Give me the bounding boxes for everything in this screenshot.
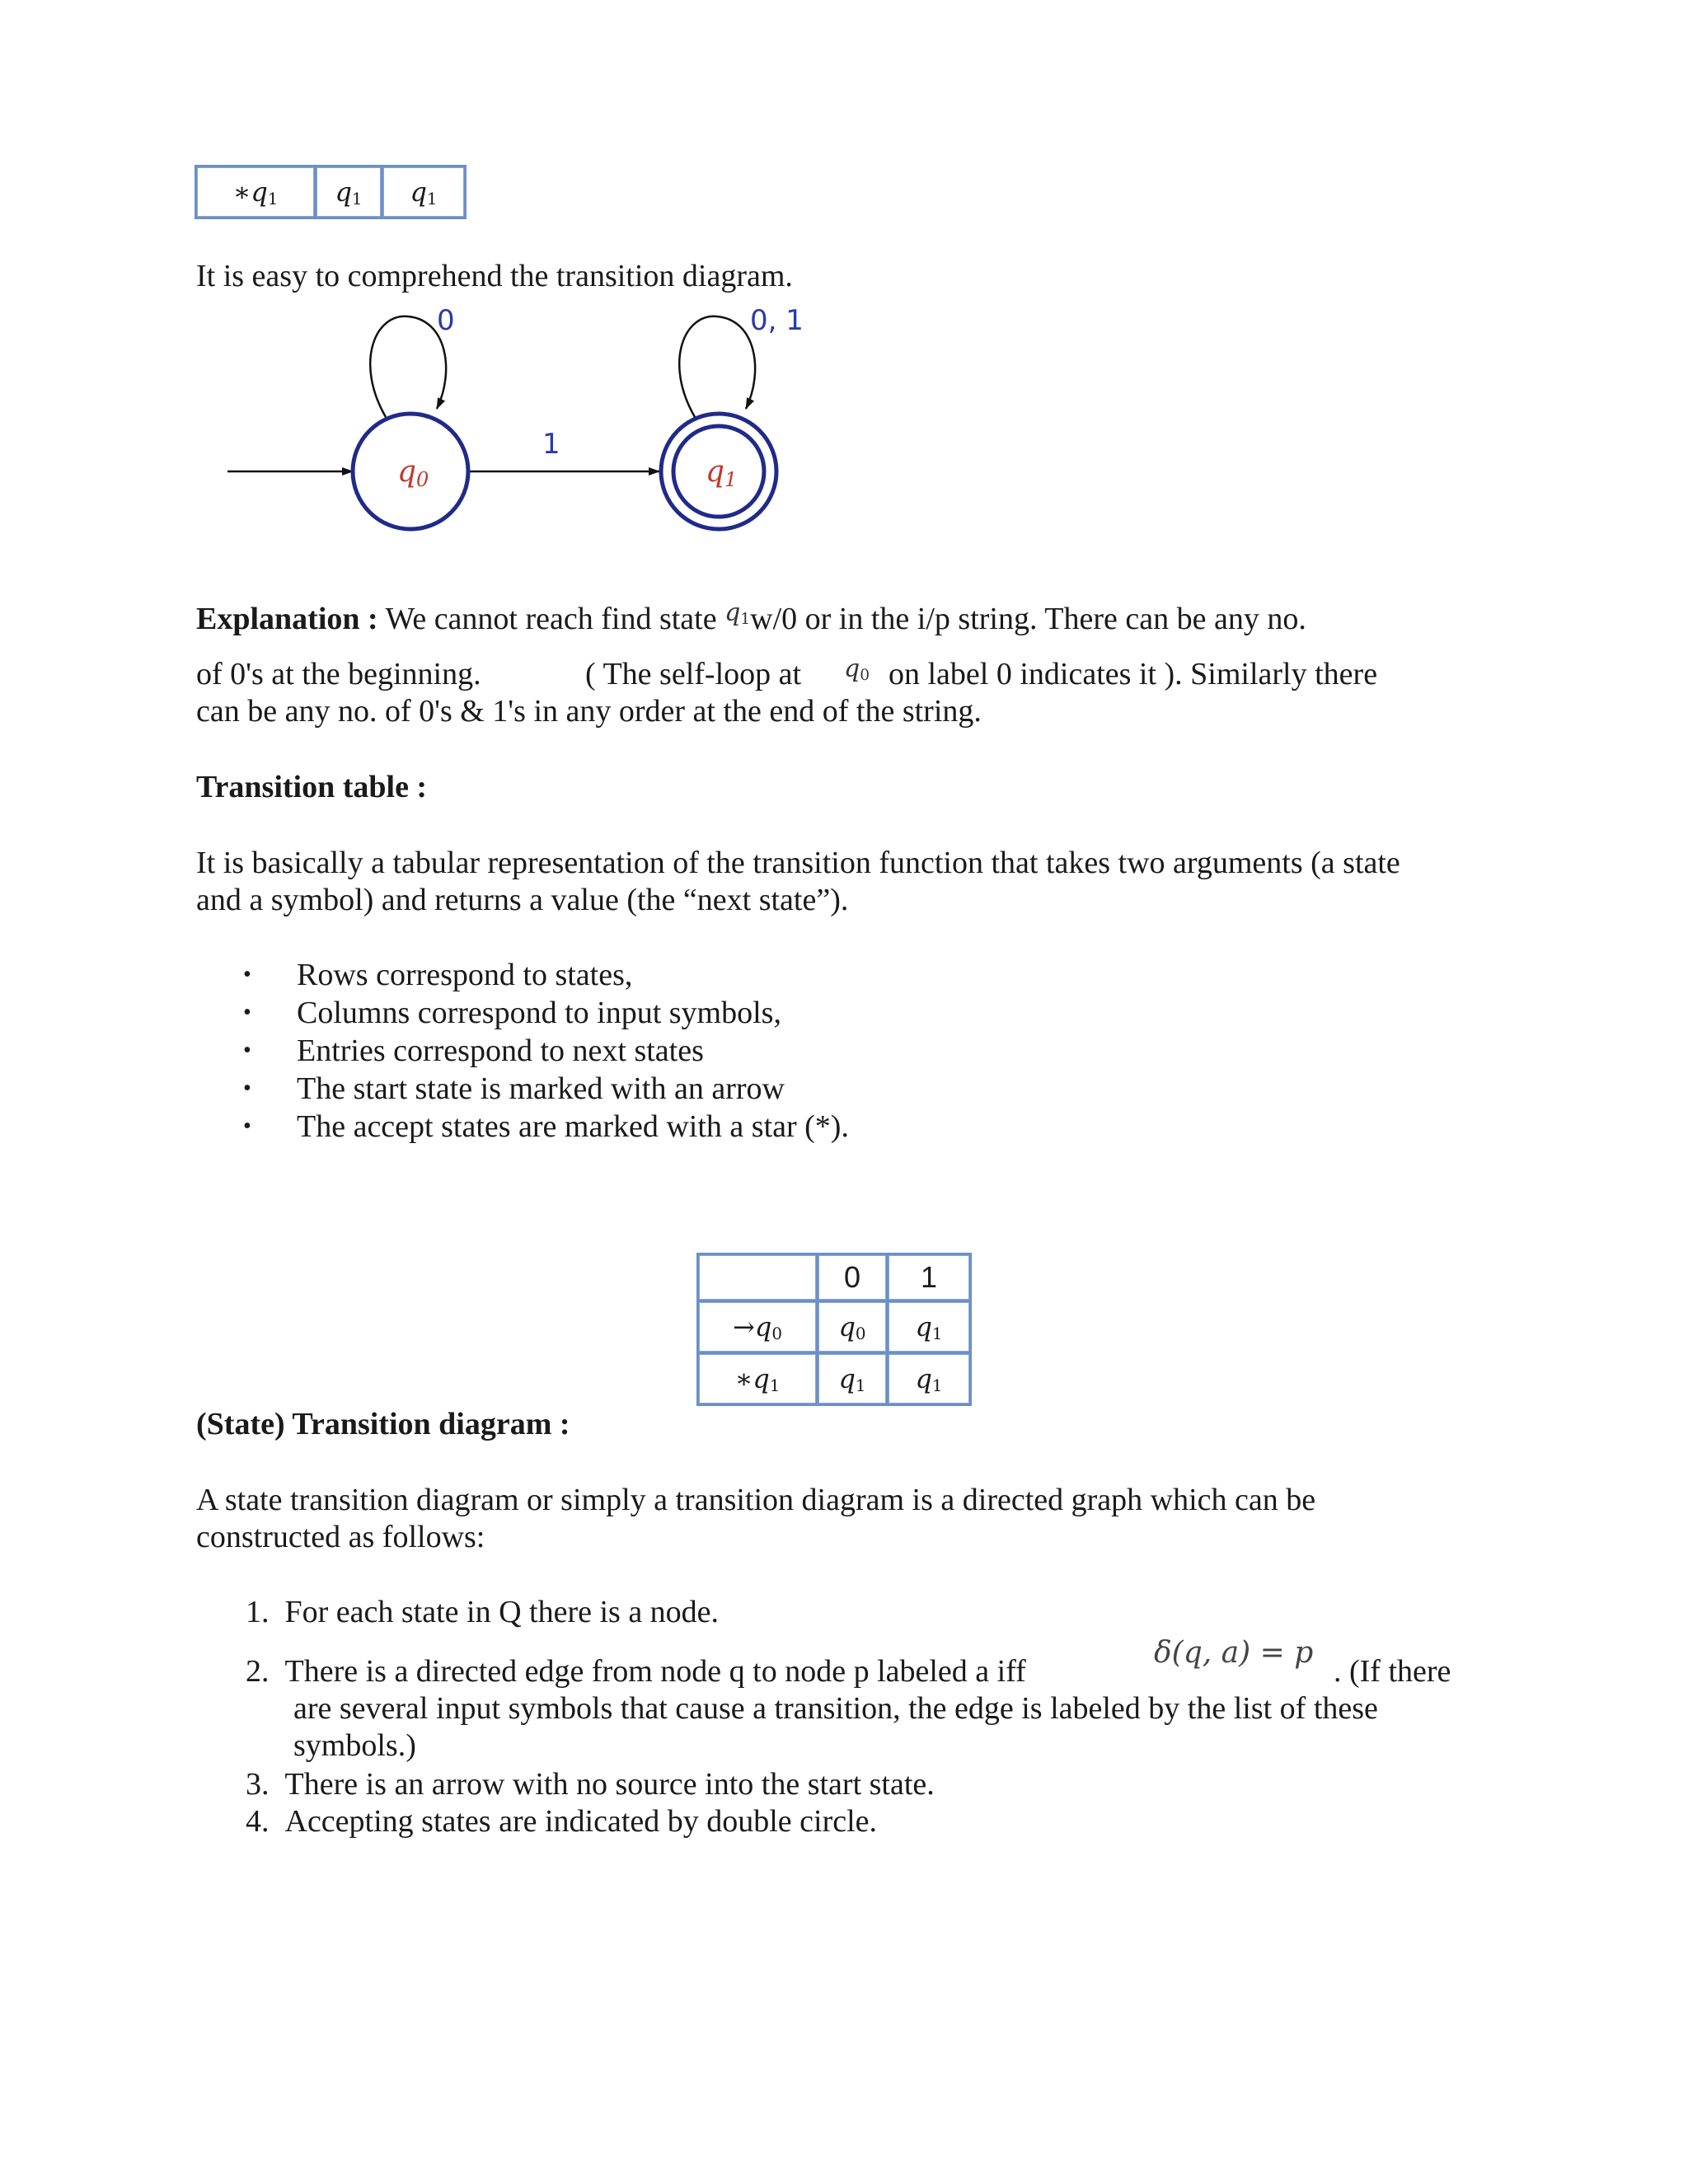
edge-label: 1 [542,428,560,461]
list-item: • Columns correspond to input symbols, [243,996,781,1030]
table-cell: $q_1$ [889,1302,969,1352]
list-item: • Entries correspond to next states [243,1033,704,1068]
transition-table-heading: Transition table : [196,770,428,804]
bullet: • [243,1076,251,1101]
table-state-cell: $\to q_0$ [699,1302,816,1352]
top-table-cell: $∗q_1$ [197,167,314,217]
explanation-heading: Explanation : [196,602,378,636]
loop-q0-label: 0 [437,305,455,337]
explanation-line-2c: on label 0 indicates it ). Similarly there [889,657,1378,691]
explanation-text: We cannot reach find state [385,602,717,636]
state-q1-label: q1 [706,455,738,491]
table-cell: $q_1$ [818,1354,886,1404]
list-item: 2. There is a directed edge from node q to node p labeled a iff [246,1654,1026,1689]
table-row [699,1354,969,1404]
diagram-section-heading: (State) Transition diagram : [196,1407,570,1441]
item2-continuation-1: are several input symbols that cause a transition, the edge is labeled by the list of these [293,1691,1378,1726]
explanation-line-2b: ( The self-loop at [585,657,802,691]
diagram-section-para-2: constructed as follows: [196,1520,485,1554]
list-item: 1. For each state in Q there is a node. [246,1595,720,1629]
item2-tail: . (If there [1334,1654,1451,1689]
state-q0-label: q0 [397,455,429,491]
loop-q0 [370,316,446,417]
list-item: • The start state is marked with an arrow [243,1071,785,1106]
delta-formula: δ(q, a) = p [1154,1636,1314,1670]
bullet: • [243,1000,251,1025]
intro-line: It is easy to comprehend the transition diagram. [196,259,793,293]
explanation-text: w/0 or in the i/p string. There can be any no. [750,602,1306,636]
table-header-cell: 0 [818,1255,886,1300]
table-state-cell: $∗q_1$ [699,1354,816,1404]
diagram-section-para-1: A state transition diagram or simply a transition diagram is a directed graph which can be [196,1483,1316,1517]
bullet: • [243,1038,251,1063]
table-row [699,1255,969,1300]
q0-inline-symbol: $q_0$ [844,654,870,684]
explanation-line-3: can be any no. of 0's & 1's in any order at the end of the string. [196,694,982,729]
transition-table-para-1: It is basically a tabular representation of the transition function that takes two arguments (a state [196,846,1400,880]
table-header-cell [699,1255,816,1300]
transition-table-bullets [198,956,849,1146]
explanation-line-2a: of 0's at the beginning. [196,657,481,691]
transition-diagram [214,305,808,536]
item2-continuation-2: symbols.) [293,1728,416,1763]
table-row [699,1302,969,1352]
list-item: • The accept states are marked with a star (*). [243,1109,849,1144]
table-cell: $q_1$ [889,1354,969,1404]
loop-q1-label: 0, 1 [750,305,804,337]
list-item: • Rows correspond to states, [243,958,633,992]
top-table-cell: $q_1$ [383,167,464,217]
top-table-row [195,165,467,219]
list-item: 3. There is an arrow with no source into the start state. [246,1767,935,1802]
q1-inline-symbol: q1 [724,598,751,628]
transition-table-para-2: and a symbol) and returns a value (the “next state”). [196,883,849,917]
table-cell: $q_0$ [818,1302,886,1352]
top-table-cell: $q_1$ [316,167,381,217]
explanation-line-1 [196,600,1306,647]
bullet: • [243,1113,251,1139]
loop-q1 [679,316,755,417]
transition-table [696,1253,972,1406]
bullet: • [243,962,251,987]
table-header-cell: 1 [889,1255,969,1300]
list-item: 4. Accepting states are indicated by double circle. [246,1804,878,1839]
